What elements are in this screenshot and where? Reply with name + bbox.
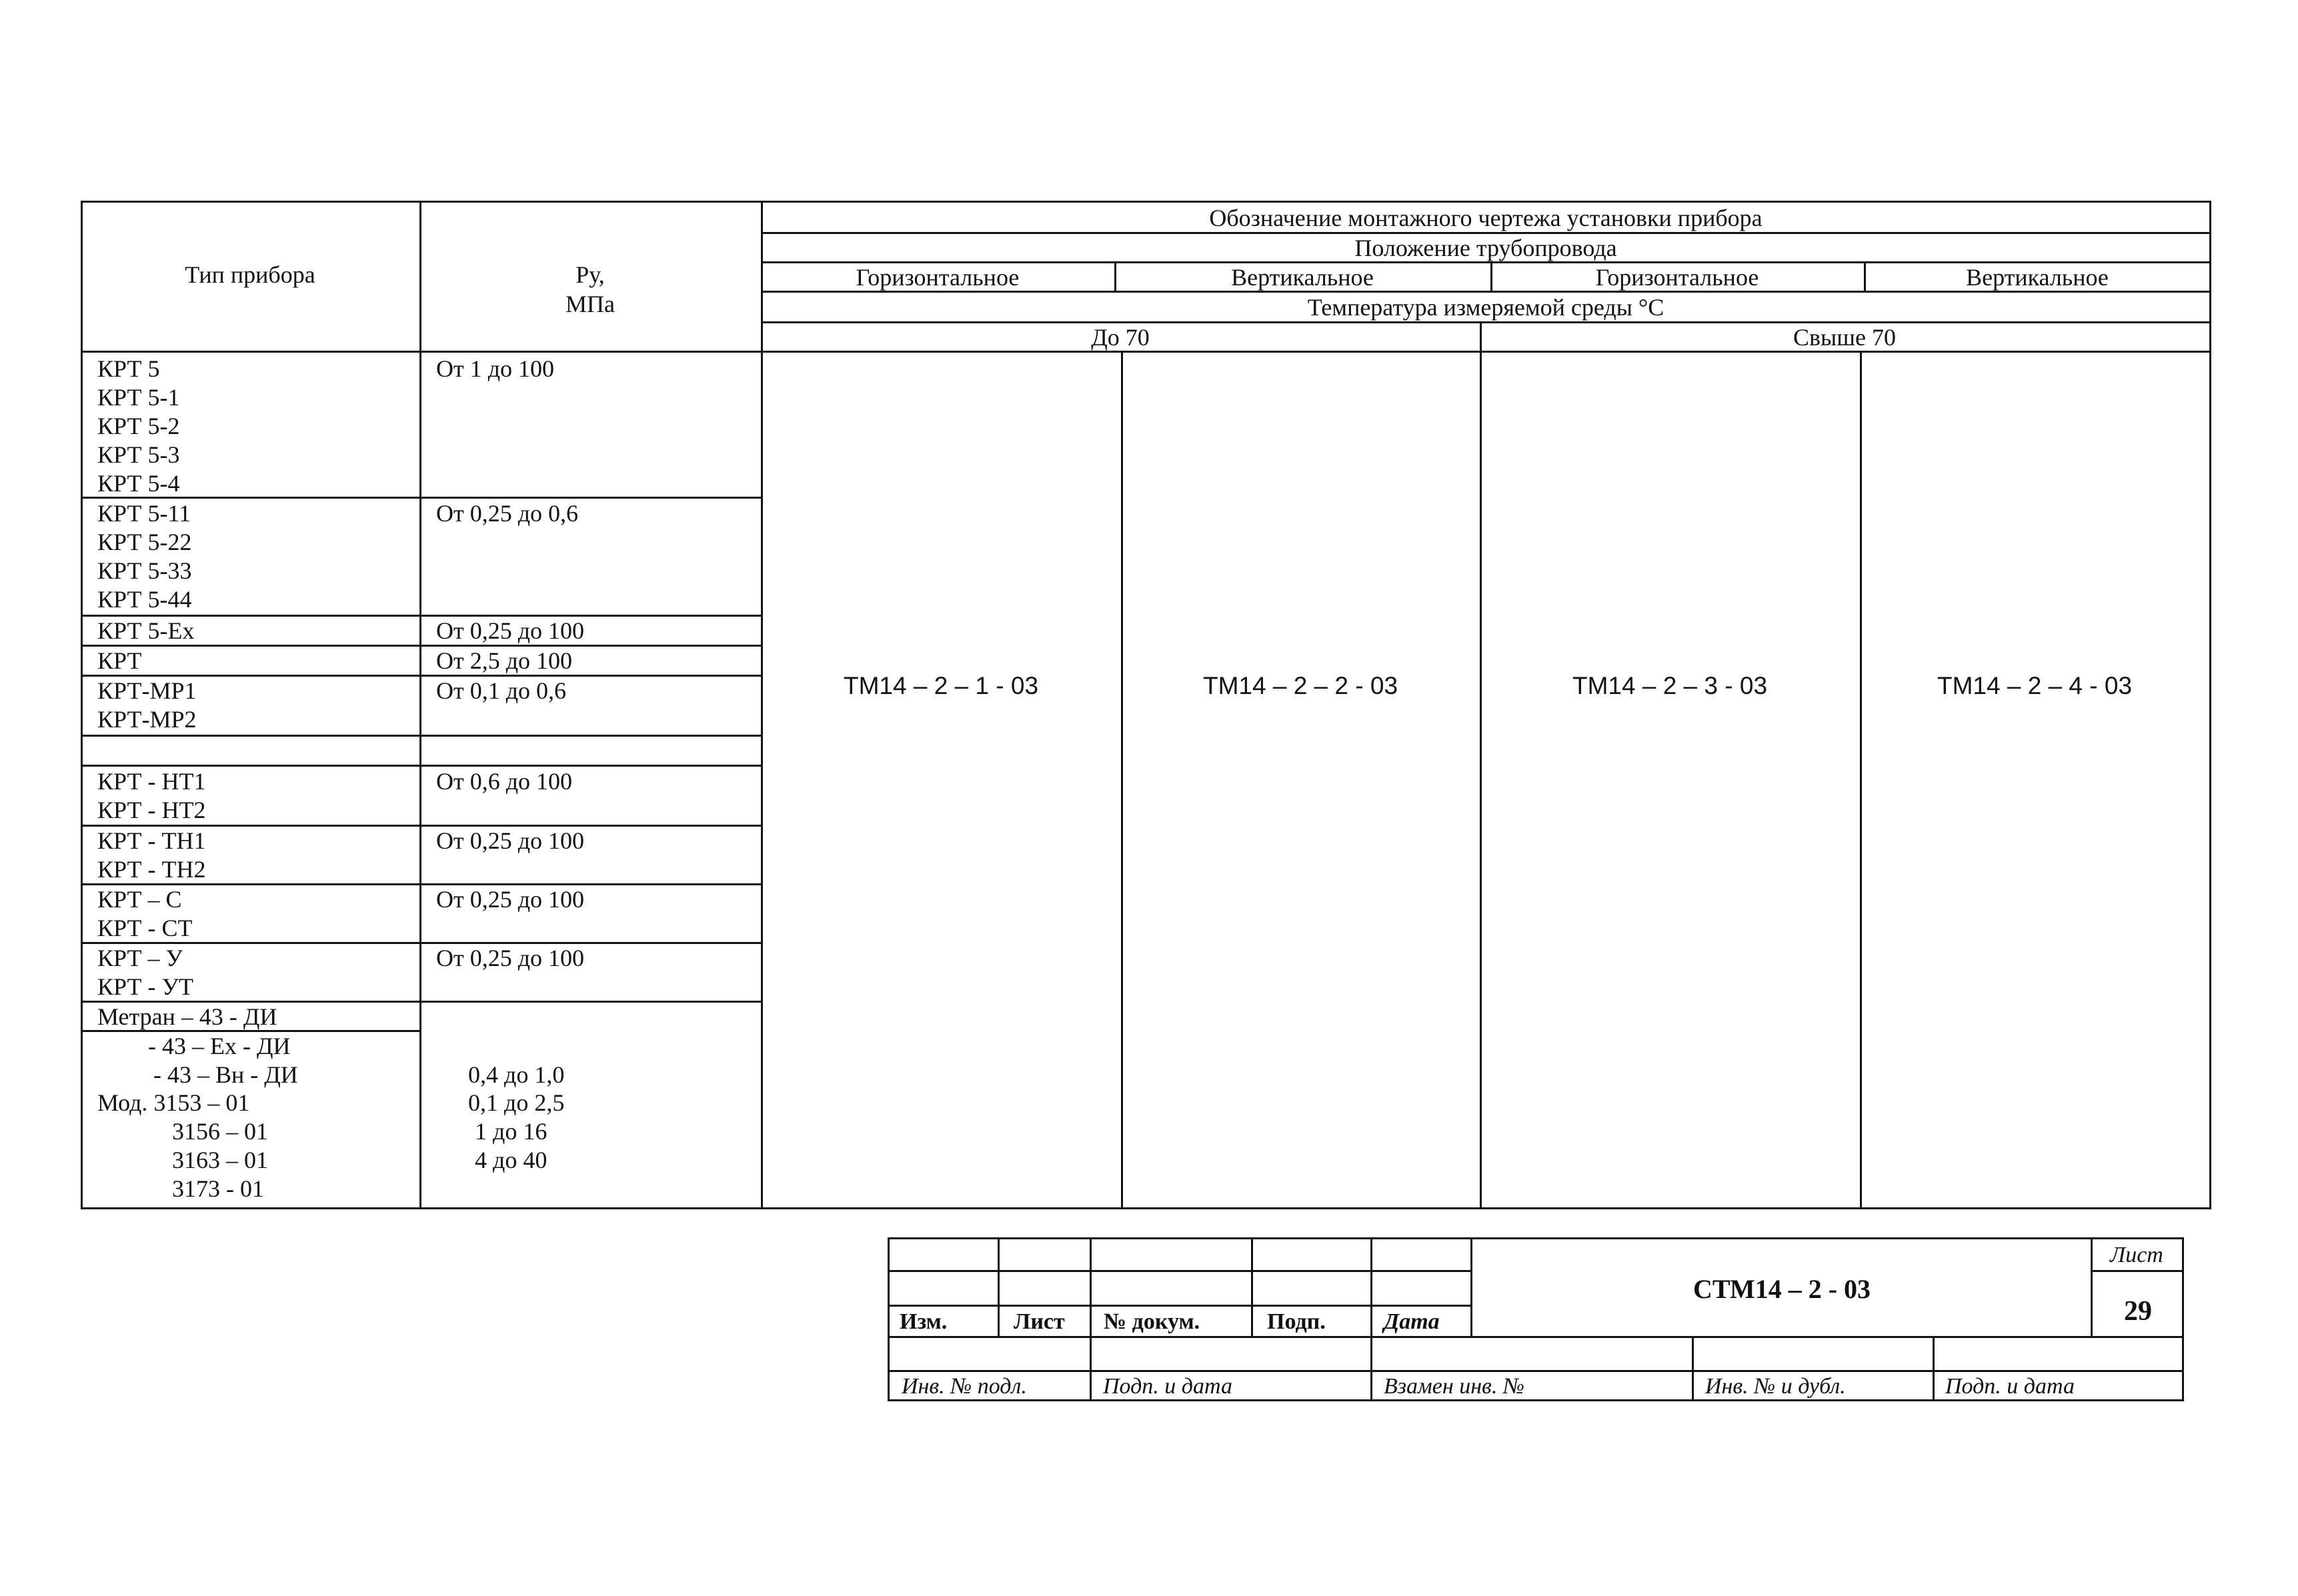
device-pressure: От 2,5 до 100	[436, 647, 573, 674]
stamp-designation: СТМ14 – 2 - 03	[1692, 1274, 1871, 1304]
device-name: КРТ 5-4	[97, 470, 180, 497]
header-position-2: Вертикальное	[1231, 264, 1374, 291]
table-border-top	[81, 201, 2211, 203]
body-div-3	[1860, 351, 1862, 1209]
header-position-1: Горизонтальное	[856, 264, 1020, 291]
pos-div-3	[1864, 261, 1866, 292]
stamp-label-doc-number: № докум.	[1104, 1309, 1200, 1334]
temp-div	[1480, 321, 1482, 352]
metran-pressure: 0,4 до 1,0	[468, 1061, 565, 1088]
row-line-10	[81, 1001, 762, 1003]
stamp-v-4	[1370, 1237, 1372, 1401]
device-pressure: От 1 до 100	[436, 355, 555, 382]
drawing-code-4: ТМ14 – 2 – 4 - 03	[1937, 672, 2133, 699]
header-temp-range-2: Свыше 70	[1793, 324, 1896, 351]
header-drawing-designation: Обозначение монтажного чертежа установки прибора	[1209, 205, 1763, 231]
device-name: КРТ - УТ	[97, 973, 193, 1000]
header-position-3: Горизонтальное	[1595, 264, 1759, 291]
device-name: КРТ-МР2	[97, 706, 197, 733]
header-temperature: Температура измеряемой среды °С	[1307, 294, 1664, 321]
metran-pressure: 4 до 40	[475, 1147, 547, 1173]
metran-line: 3173 - 01	[172, 1175, 264, 1202]
stamp-line-sheet	[2091, 1270, 2184, 1272]
metran-line: - 43 – Ех - ДИ	[148, 1033, 291, 1059]
row-line-11	[81, 1030, 421, 1032]
device-name: КРТ-МР1	[97, 677, 197, 704]
metran-line: Мод. 3153 – 01	[97, 1089, 250, 1116]
hdr-line-1	[761, 232, 2211, 234]
stamp-line-5	[888, 1370, 2184, 1372]
row-line-8	[81, 883, 762, 885]
stamp-v-right	[2182, 1237, 2184, 1401]
stamp-v-left	[888, 1237, 890, 1401]
device-name: КРТ - ТН2	[97, 856, 206, 883]
body-div-2	[1480, 351, 1482, 1209]
device-name: КРТ 5	[97, 355, 160, 382]
row-line-4	[81, 675, 762, 677]
header-device-type: Тип прибора	[185, 261, 315, 288]
drawing-code-2: ТМ14 – 2 – 2 - 03	[1202, 672, 1398, 699]
stamp-v-5	[1470, 1237, 1472, 1337]
body-div-1	[1121, 351, 1123, 1209]
stamp-line-bottom	[888, 1399, 2184, 1401]
header-pressure-line1: Ру,	[576, 261, 605, 288]
stamp-line-3	[888, 1305, 1470, 1307]
metran-pressure: 0,1 до 2,5	[468, 1089, 565, 1116]
stamp-line-4	[888, 1336, 2184, 1338]
metran-title: Метран – 43 - ДИ	[97, 1003, 277, 1030]
table-border-bottom	[81, 1207, 2211, 1209]
device-name: КРТ 5-22	[97, 529, 192, 555]
row-line-7	[81, 825, 762, 827]
device-pressure: От 0,25 до 100	[436, 945, 585, 971]
drawing-code-1: ТМ14 – 2 – 1 - 03	[843, 672, 1039, 699]
header-position-4: Вертикальное	[1966, 264, 2109, 291]
metran-pressure: 1 до 16	[475, 1118, 547, 1145]
stamp-v-1	[998, 1237, 1000, 1337]
device-name: КРТ	[97, 647, 142, 674]
row-line-3	[81, 645, 762, 647]
device-name: КРТ – У	[97, 945, 183, 971]
stamp-v-2	[1090, 1237, 1092, 1401]
device-pressure: От 0,1 до 0,6	[436, 677, 567, 704]
metran-line: 3156 – 01	[172, 1118, 268, 1145]
stamp-v-3	[1251, 1237, 1253, 1337]
header-pipeline-position: Положение трубопровода	[1354, 235, 1617, 261]
device-name: КРТ 5-3	[97, 441, 180, 468]
device-pressure: От 0,25 до 100	[436, 617, 585, 644]
stamp-sheet-label: Лист	[2110, 1243, 2163, 1267]
device-name: КРТ 5-1	[97, 384, 180, 411]
stamp-label-signature: Подп.	[1267, 1309, 1326, 1334]
device-name: КРТ 5-Ех	[97, 617, 195, 644]
device-name: КРТ - СТ	[97, 915, 193, 941]
device-name: КРТ 5-11	[97, 500, 191, 527]
hdr-line-5	[81, 351, 2211, 353]
device-name: КРТ – С	[97, 886, 182, 913]
pos-div-2	[1490, 261, 1492, 292]
stamp-sign-date-2: Подп. и дата	[1945, 1374, 2075, 1399]
device-pressure: От 0,25 до 100	[436, 827, 585, 854]
stamp-v-8	[1933, 1336, 1935, 1401]
stamp-line-2	[888, 1270, 1470, 1272]
header-temp-range-1: До 70	[1091, 324, 1150, 351]
device-pressure: От 0,25 до 100	[436, 886, 585, 913]
hdr-line-3	[761, 291, 2211, 293]
row-line-1	[81, 497, 762, 499]
device-name: КРТ - НТ2	[97, 797, 206, 823]
stamp-sign-date-1: Подп. и дата	[1103, 1374, 1232, 1399]
metran-line: - 43 – Вн - ДИ	[153, 1061, 298, 1088]
header-pressure-line2: МПа	[565, 291, 615, 317]
stamp-replaces-inv: Взамен инв. №	[1384, 1374, 1524, 1399]
device-name: КРТ 5-2	[97, 413, 180, 439]
device-name: КРТ 5-33	[97, 557, 192, 584]
device-name: КРТ - ТН1	[97, 827, 206, 854]
stamp-label-change: Изм.	[900, 1309, 948, 1334]
device-name: КРТ 5-44	[97, 586, 192, 613]
stamp-line-top	[888, 1237, 2184, 1239]
stamp-sheet-number: 29	[2124, 1296, 2152, 1327]
stamp-v-7	[1692, 1336, 1694, 1401]
hdr-line-4	[761, 321, 2211, 323]
stamp-label-date: Дата	[1384, 1309, 1440, 1334]
metran-line: 3163 – 01	[172, 1147, 268, 1173]
stamp-inv-dup: Инв. № и дубл.	[1705, 1374, 1846, 1399]
row-line-5	[81, 735, 762, 737]
stamp-v-6	[2091, 1237, 2093, 1337]
row-line-6	[81, 765, 762, 767]
row-line-9	[81, 942, 762, 944]
hdr-line-2	[761, 261, 2211, 263]
row-line-2	[81, 615, 762, 617]
stamp-inv-number: Инв. № подл.	[902, 1374, 1027, 1399]
device-pressure: От 0,6 до 100	[436, 768, 573, 795]
device-name: КРТ - НТ1	[97, 768, 206, 795]
device-pressure: От 0,25 до 0,6	[436, 500, 579, 527]
drawing-code-3: ТМ14 – 2 – 3 - 03	[1572, 672, 1768, 699]
stamp-label-sheet: Лист	[1014, 1309, 1065, 1334]
pos-div-1	[1114, 261, 1116, 292]
